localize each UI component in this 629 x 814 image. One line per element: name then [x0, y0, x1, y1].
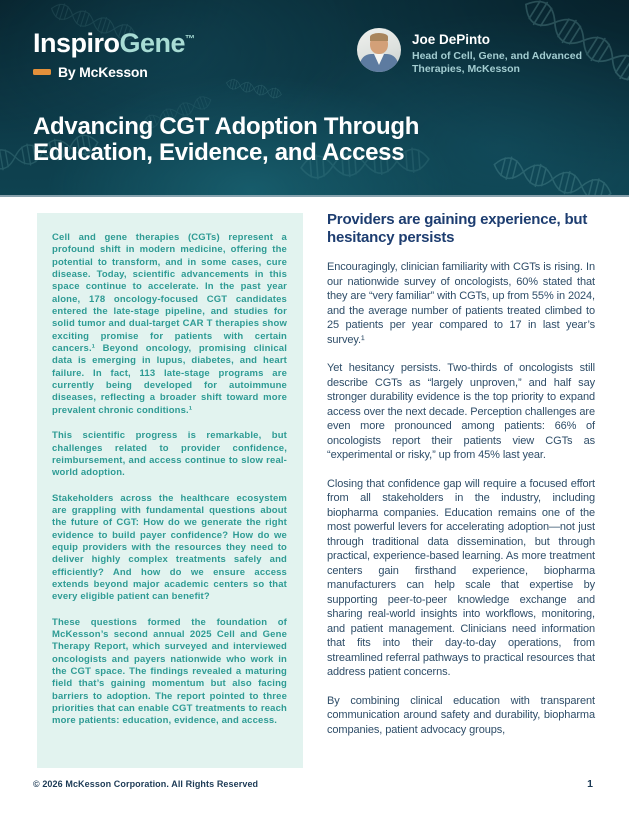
intro-paragraph: These questions formed the foundation of McKesson’s second annual 2025 Cell and Gene Therapy Report, which surveyed and interviewed oncologists and payers nationwide who work in the CGT space. The findings revealed a maturing field that’s gaining momentum but also facing barriers to adoption. The report pointed to three priorities that can enable CGT treatments to reach more patients: education, evidence, and access. [52, 616, 287, 727]
avatar [357, 28, 401, 72]
section-heading: Providers are gaining experience, but hesitancy persists [327, 211, 588, 246]
article-paragraph: Yet hesitancy persists. Two-thirds of oncologists still describe CGTs as “largely unproven,” and half say stronger durability evidence is the top priority to expand access over the next decade. Perception challenges are even more pronounced among patients: 66% of oncologists report their patients view CGTs as “experimental or risky,” up from 45% last year. [327, 362, 595, 461]
intro-paragraph: Cell and gene therapies (CGTs) represent a profound shift in modern medicine, offering the potential to transform, and in some cases, cure disease. Today, scientific advancements in this space continue to accelerate. In the past year alone, 178 oncology-focused CGT candidates entered the late-stage pipeline, and studies for solid tumor and dual-target CAR T therapies show exciting promise for patients with certain cancers.¹ Beyond oncology, promising clinical data is emerging in lupus, diabetes, and heart failure. In fact, 113 late-stage programs are currently being developed for autoimmune diseases, reflecting a broader shift toward more prevalent chronic conditions.¹ [52, 232, 287, 416]
article-column [327, 211, 595, 751]
author-block [357, 28, 597, 75]
inspirogene-logo [33, 28, 195, 59]
author-name: Joe DePinto [412, 32, 491, 47]
page-title-line1: Advancing CGT Adoption Through [33, 113, 420, 140]
logo-text-secondary: Gene [119, 28, 186, 58]
intro-paragraph: Stakeholders across the healthcare ecosystem are grappling with fundamental questions about the future of CGT: How do we generate the right evidence to build payer confidence? How do we equip providers with the resources they need to deliver highly complex treatments safely and efficiently? And how do we ensure access extends beyond major academic centers so that every eligible patient can benefit? [52, 492, 287, 603]
article-paragraph: Encouragingly, clinician familiarity with CGTs is rising. In our nationwide survey of oncologists, 60% stated that they are “very familiar” with CGTs, up from 55% in 2024, and the average number of patients treated climbed to 25 patients per year compared to 17 in last year’s survey.¹ [327, 261, 595, 346]
header-banner [0, 0, 629, 197]
logo-text-primary: Inspiro [33, 28, 120, 58]
article-paragraph: By combining clinical education with transparent communication around safety and durability, biopharma companies, patient advocacy groups, [327, 694, 595, 736]
intro-panel [37, 213, 303, 768]
mckesson-byline [33, 64, 148, 80]
page-title [33, 114, 419, 165]
author-info [412, 28, 597, 75]
orange-bar-icon [33, 69, 51, 75]
intro-paragraph: This scientific progress is remarkable, but challenges related to provider confidence, reimbursement, and access continue to slow real-world adoption. [52, 430, 287, 479]
trademark-symbol: ™ [185, 34, 196, 45]
copyright-notice: © 2026 McKesson Corporation. All Rights Reserved [33, 779, 259, 789]
article-paragraph: Closing that confidence gap will require a focused effort from all stakeholders in the industry, including biopharma companies. Education remains one of the most powerful levers for accelerating adoption—not just through traditional data dissemination, but through practical, experience-based learning. As more treatment centers gain firsthand experience, biopharma manufacturers can help scale that expertise by supporting peer-to-peer knowledge exchange and sharing real-world insights into workflows, monitoring, and patient management. Clinicians need information that fits into their day-to-day operations, from streamlined referral pathways to practical resources that address patient concerns. [327, 477, 595, 678]
avatar-hair [370, 33, 388, 41]
page-number: 1 [587, 778, 593, 790]
author-title: Head of Cell, Gene, and Advanced Therapies, McKesson [412, 50, 582, 75]
byline-text: By McKesson [58, 64, 148, 80]
page-title-line2: Education, Evidence, and Access [33, 138, 405, 166]
